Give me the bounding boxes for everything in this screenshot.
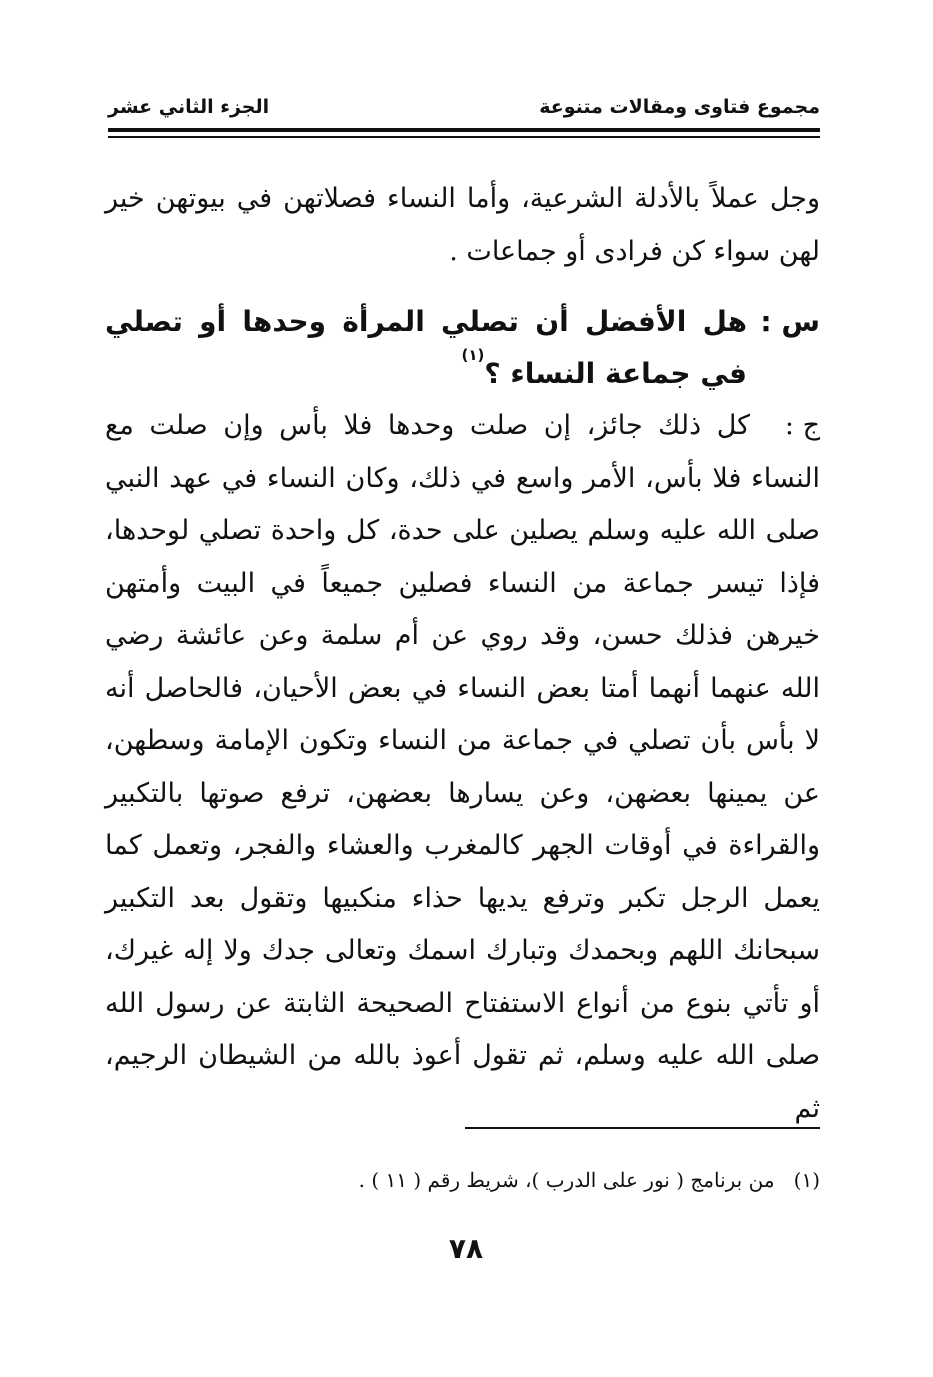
footnote-separator: [465, 1127, 820, 1129]
footnote-reference: (١): [461, 346, 485, 364]
running-header-volume: الجزء الثاني عشر: [108, 96, 270, 118]
footnote-number: (١): [793, 1168, 820, 1192]
question-text: [105, 296, 747, 400]
footnote-text: من برنامج ( نور على الدرب )، شريط رقم ( ١١ ) .: [358, 1168, 775, 1192]
header-rule-thick: [108, 128, 820, 132]
footnote: [200, 1165, 820, 1195]
question-label: س :: [760, 305, 820, 338]
header-rule-thin: [108, 136, 820, 138]
answer-text: كل ذلك جائز، إن صلت وحدها فلا بأس وإن صلت مع النساء فلا بأس، الأمر واسع في ذلك، وكان النساء في عهد النبي صلى الله عليه وسلم يصلين على حدة، كل واحدة تصلي لوحدها، فإذا تيسر جماعة من النساء فصلين جميعاً في البيت وأمتهن خيرهن فذلك حسن، وقد روي عن أم سلمة وعن عائشة رضي الله عنهما أنهما أمتا بعض النساء في بعض الأحيان، فالحاصل أنه لا بأس بأن تصلي في جماعة من النساء وتكون الإمامة وسطهن، عن يمينها بعضهن، وعن يسارها بعضهن، ترفع صوتها بالتكبير والقراءة في أوقات الجهر كالمغرب والعشاء والفجر، وتعمل كما يعمل الرجل تكبر وترفع يديها حذاء منكبيها وتقول بعد التكبير سبحانك اللهم وبحمدك وتبارك اسمك وتعالى جدك ولا إله غيرك، أو تأتي بنوع من أنواع الاستفتاح الصحيحة الثابتة عن رسول الله صلى الله عليه وسلم، ثم تقول أعوذ بالله من الشيطان الرجيم، ثم: [105, 410, 820, 1124]
running-header-title: مجموع فتاوى ومقالات متنوعة: [539, 96, 820, 118]
answer-label: ج :: [784, 410, 820, 441]
question-body: هل الأفضل أن تصلي المرأة وحدها أو تصلي في جماعة النساء ؟: [105, 305, 747, 390]
continued-paragraph: وجل عملاً بالأدلة الشرعية، وأما النساء فصلاتهن في بيوتهن خير لهن سواء كن فرادى أو جماعات .: [105, 183, 820, 267]
page-number: ٧٨: [448, 1232, 484, 1265]
